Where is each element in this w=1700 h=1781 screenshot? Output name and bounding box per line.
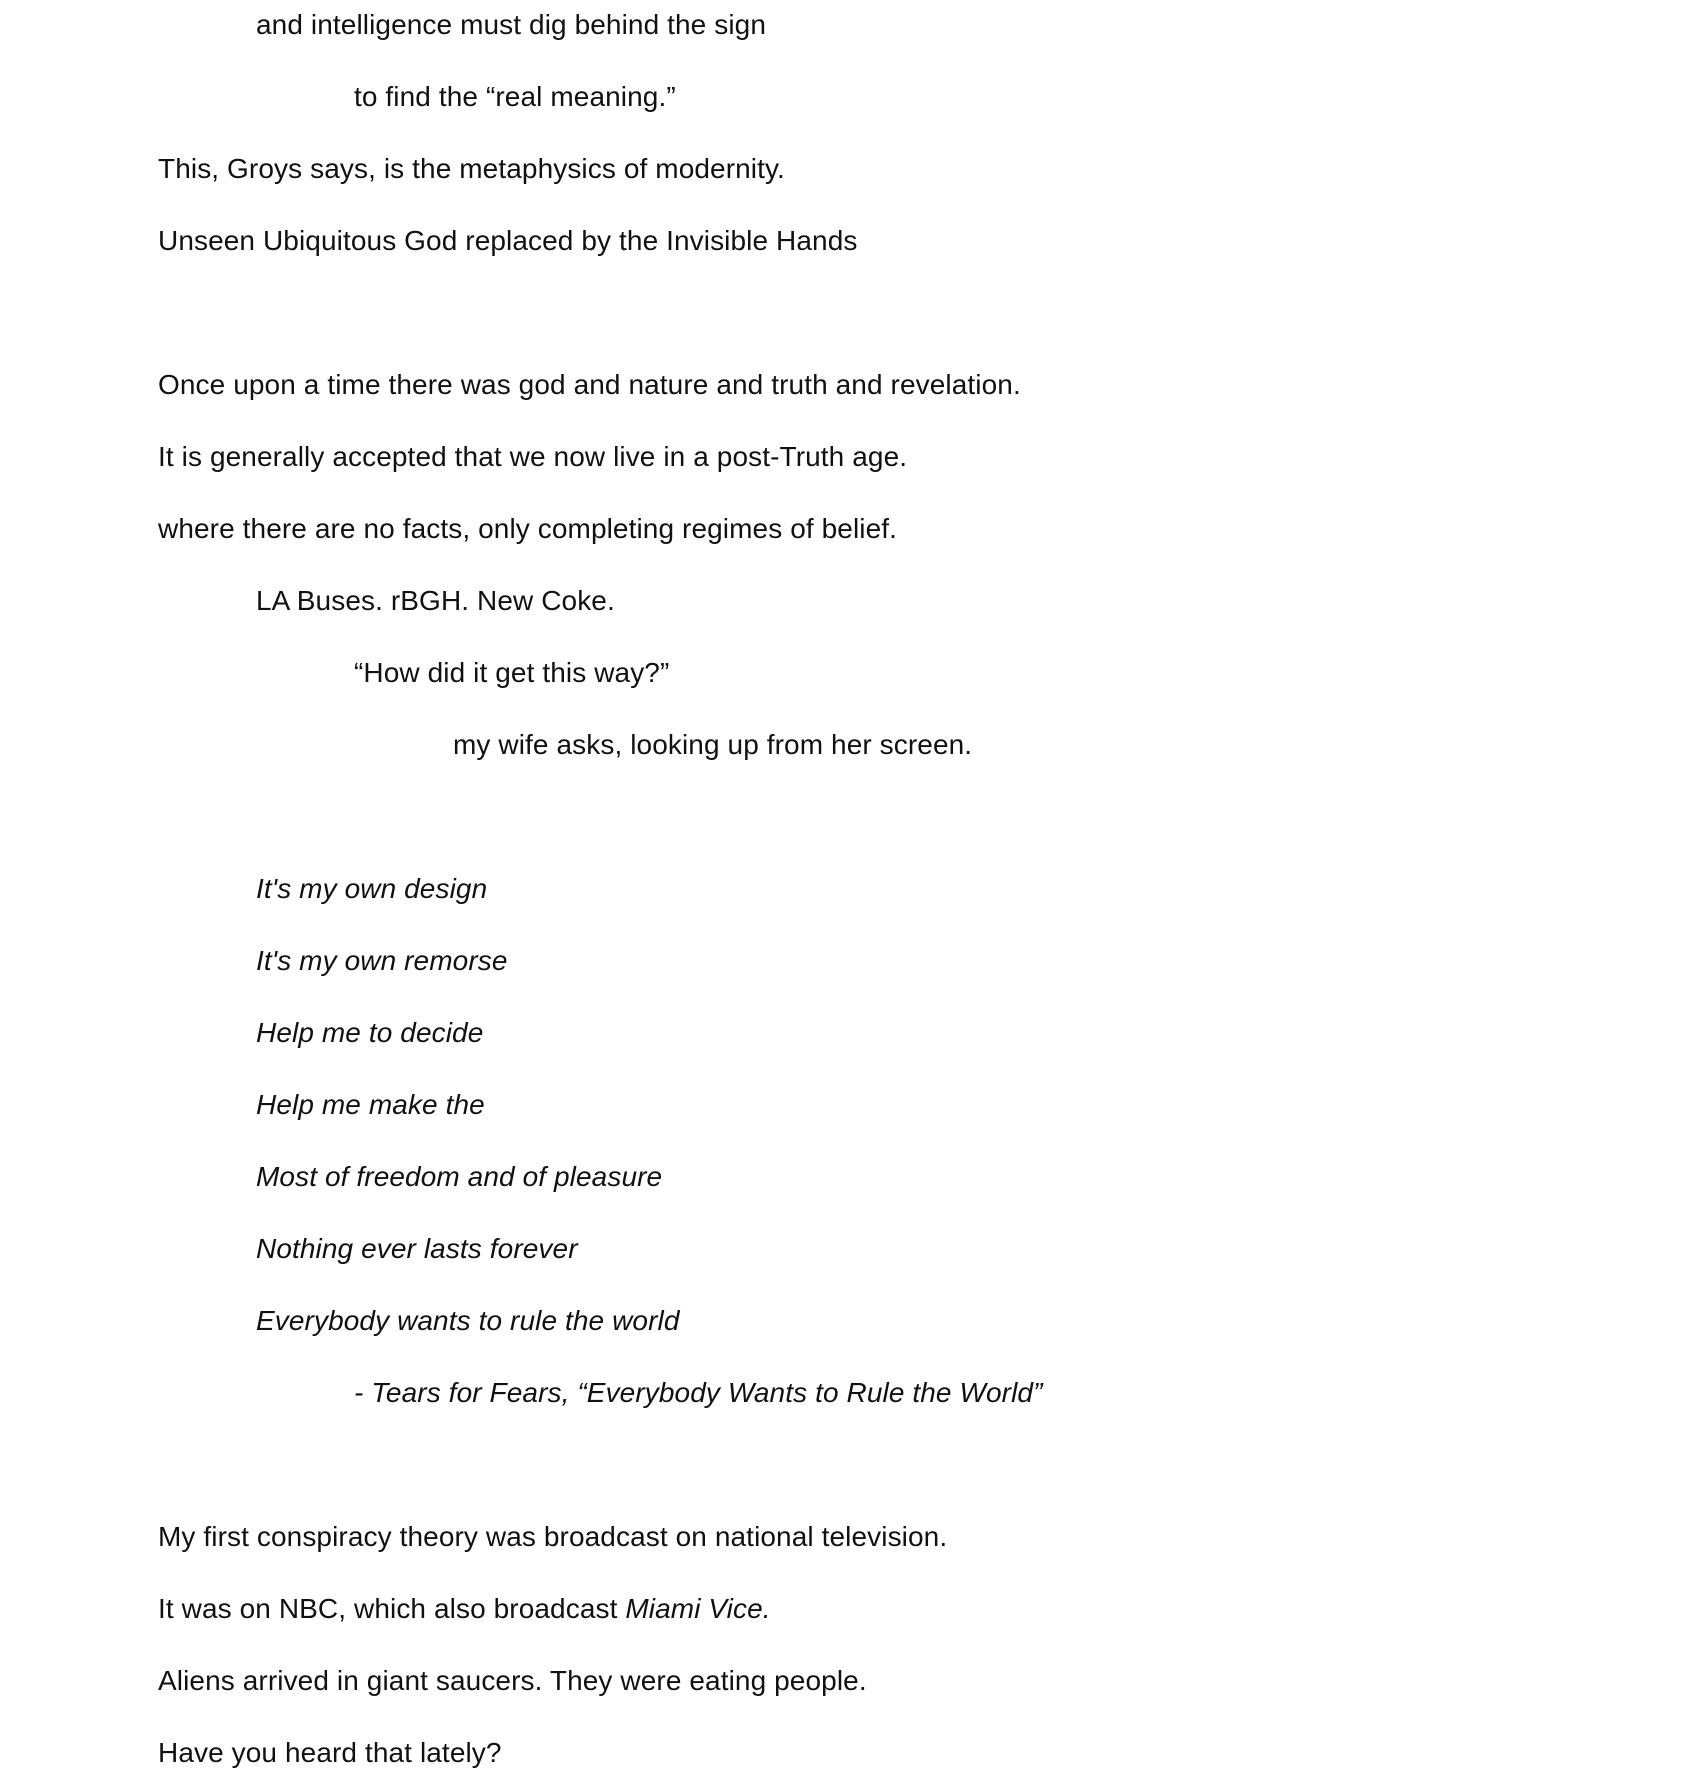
text-line: to find the “real meaning.” [354,81,676,112]
lyric-line: It's my own remorse [256,945,508,976]
text-line: Unseen Ubiquitous God replaced by the Invisible Hands [158,225,858,256]
lyric-line: Help me to decide [256,1017,484,1048]
text-line: my wife asks, looking up from her screen. [453,729,973,760]
lyric-line: Nothing ever lasts forever [256,1233,578,1264]
text-line: and intelligence must dig behind the sign [256,9,766,40]
text-line: Have you heard that lately? [158,1737,502,1768]
lyric-line: Everybody wants to rule the world [256,1305,680,1336]
text-line: It is generally accepted that we now live in a post-Truth age. [158,441,908,472]
text-line: Aliens arrived in giant saucers. They were eating people. [158,1665,867,1696]
lyric-line: Help me make the [256,1089,485,1120]
lyric-attribution: - Tears for Fears, “Everybody Wants to Rule the World” [354,1377,1043,1408]
text-line: LA Buses. rBGH. New Coke. [256,585,615,616]
text-line-with-title [158,1592,771,1626]
lyric-line: It's my own design [256,873,488,904]
text-line: where there are no facts, only completing regimes of belief. [158,513,898,544]
show-title: Miami Vice. [625,1593,771,1624]
text-line: This, Groys says, is the metaphysics of modernity. [158,153,785,184]
lyric-line: Most of freedom and of pleasure [256,1161,663,1192]
text-line: “How did it get this way?” [354,657,670,688]
text-line: My first conspiracy theory was broadcast on national television. [158,1521,948,1552]
text-line: Once upon a time there was god and nature and truth and revelation. [158,369,1021,400]
text-span: It was on NBC, which also broadcast [158,1593,626,1624]
